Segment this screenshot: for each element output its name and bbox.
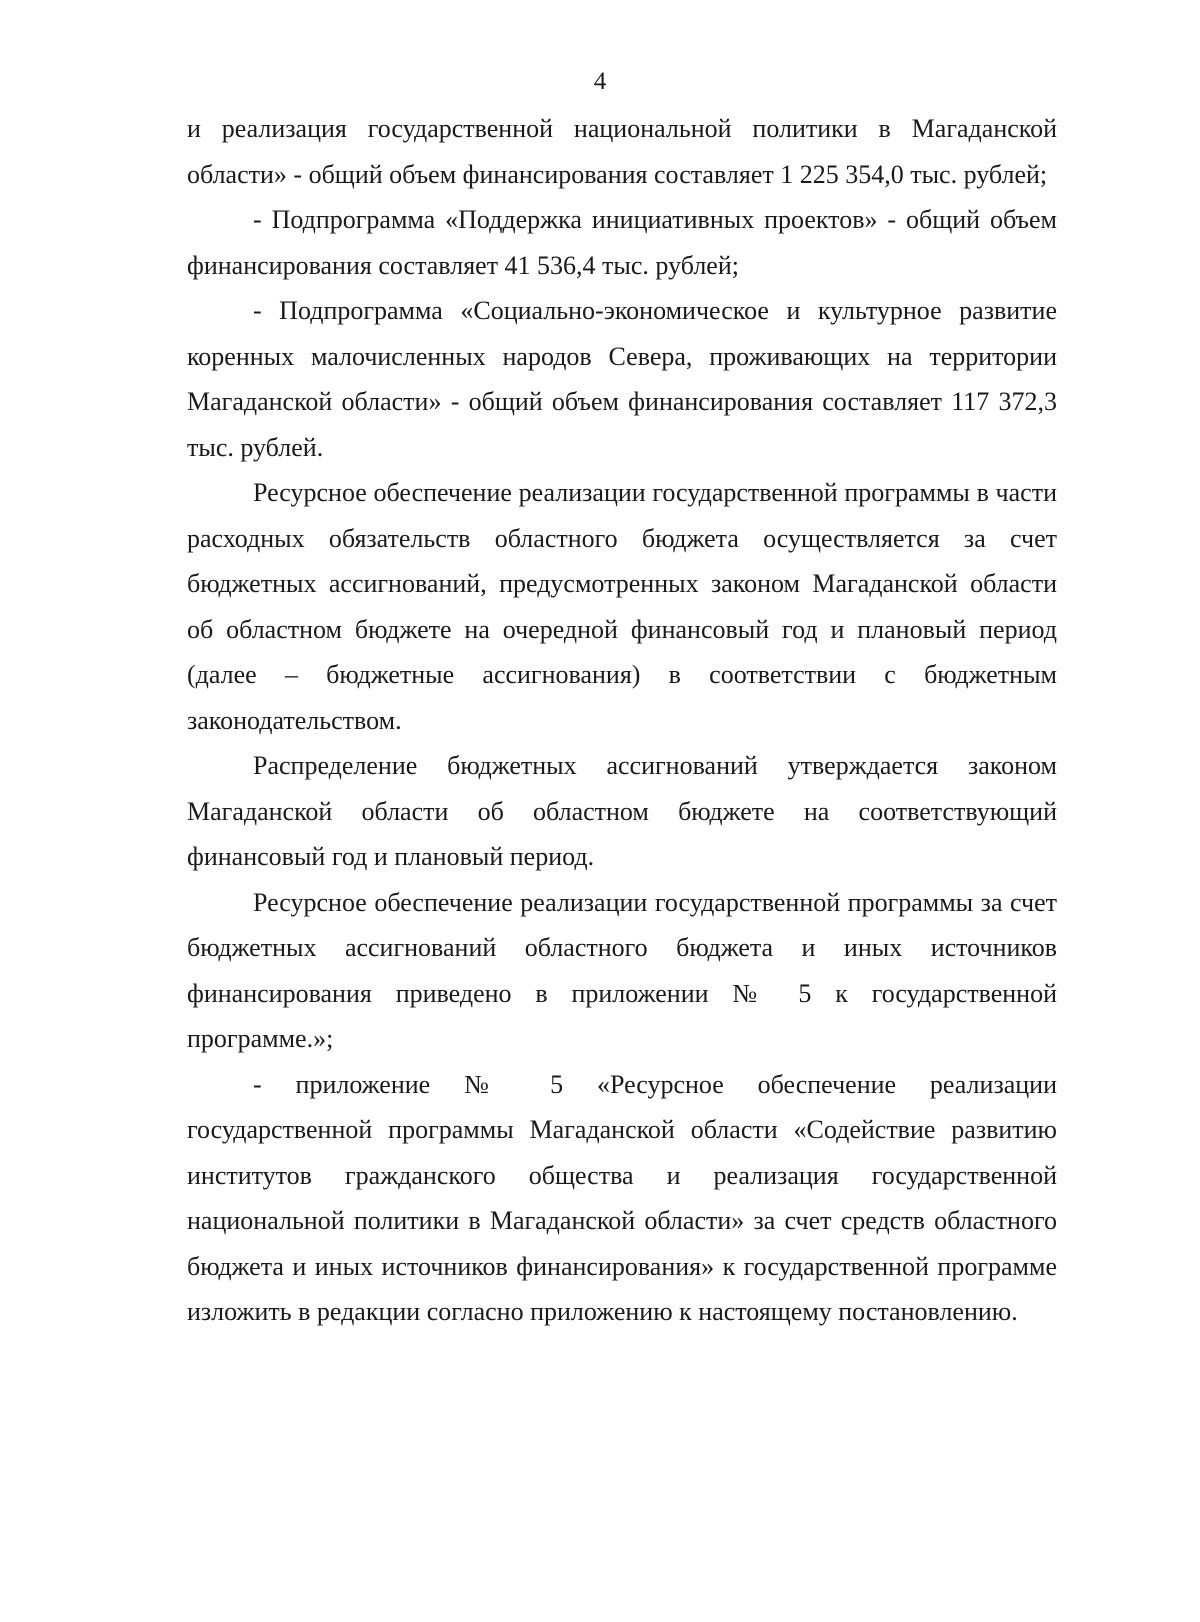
paragraph-subprogram-initiative-projects: - Подпрограмма «Поддержка инициативных проектов» - общий объем финансирования составляет 41 536,4 тыс. рублей; [187, 205, 1057, 280]
paragraph-financing-total: и реализация государственной национальной политики в Магаданской области» - общий объем финансирования составляет 1 225 354,0 тыс. рублей; [187, 114, 1057, 189]
paragraph-appendix-5-amendment: - приложение № 5 «Ресурсное обеспечение реализации государственной программы Магаданской области «Содействие развитию институтов гражданского общества и реализация государственной национальной политики в Магаданской области» за счет средств областного бюджета и иных источников финансирования» к государственной программе изложить в редакции согласно приложению к настоящему постановлению. [187, 1069, 1057, 1326]
page-number: 4 [593, 68, 607, 95]
paragraph-resource-provision: Ресурсное обеспечение реализации государственной программы в части расходных обязательств областного бюджета осуществляется за счет бюджетных ассигнований, предусмотренных законом Магаданской области об областном бюджете на очередной финансовый год и плановый период (далее – бюджетные ассигнования) в соответствии с бюджетным законодательством. [187, 478, 1057, 735]
paragraph-appendix-reference: Ресурсное обеспечение реализации государственной программы за счет бюджетных ассигнований областного бюджета и иных источников финансирования приведено в приложении № 5 к государственной программе.»; [187, 887, 1057, 1053]
document-body [187, 106, 1057, 1335]
paragraph-budget-distribution: Распределение бюджетных ассигнований утверждается законом Магаданской области об областном бюджете на соответствующий финансовый год и плановый период. [187, 751, 1057, 871]
paragraph-subprogram-indigenous-peoples: - Подпрограмма «Социально-экономическое и культурное развитие коренных малочисленных народов Севера, проживающих на территории Магаданской области» - общий объем финансирования составляет 117 372,3 тыс. рублей. [187, 296, 1057, 462]
